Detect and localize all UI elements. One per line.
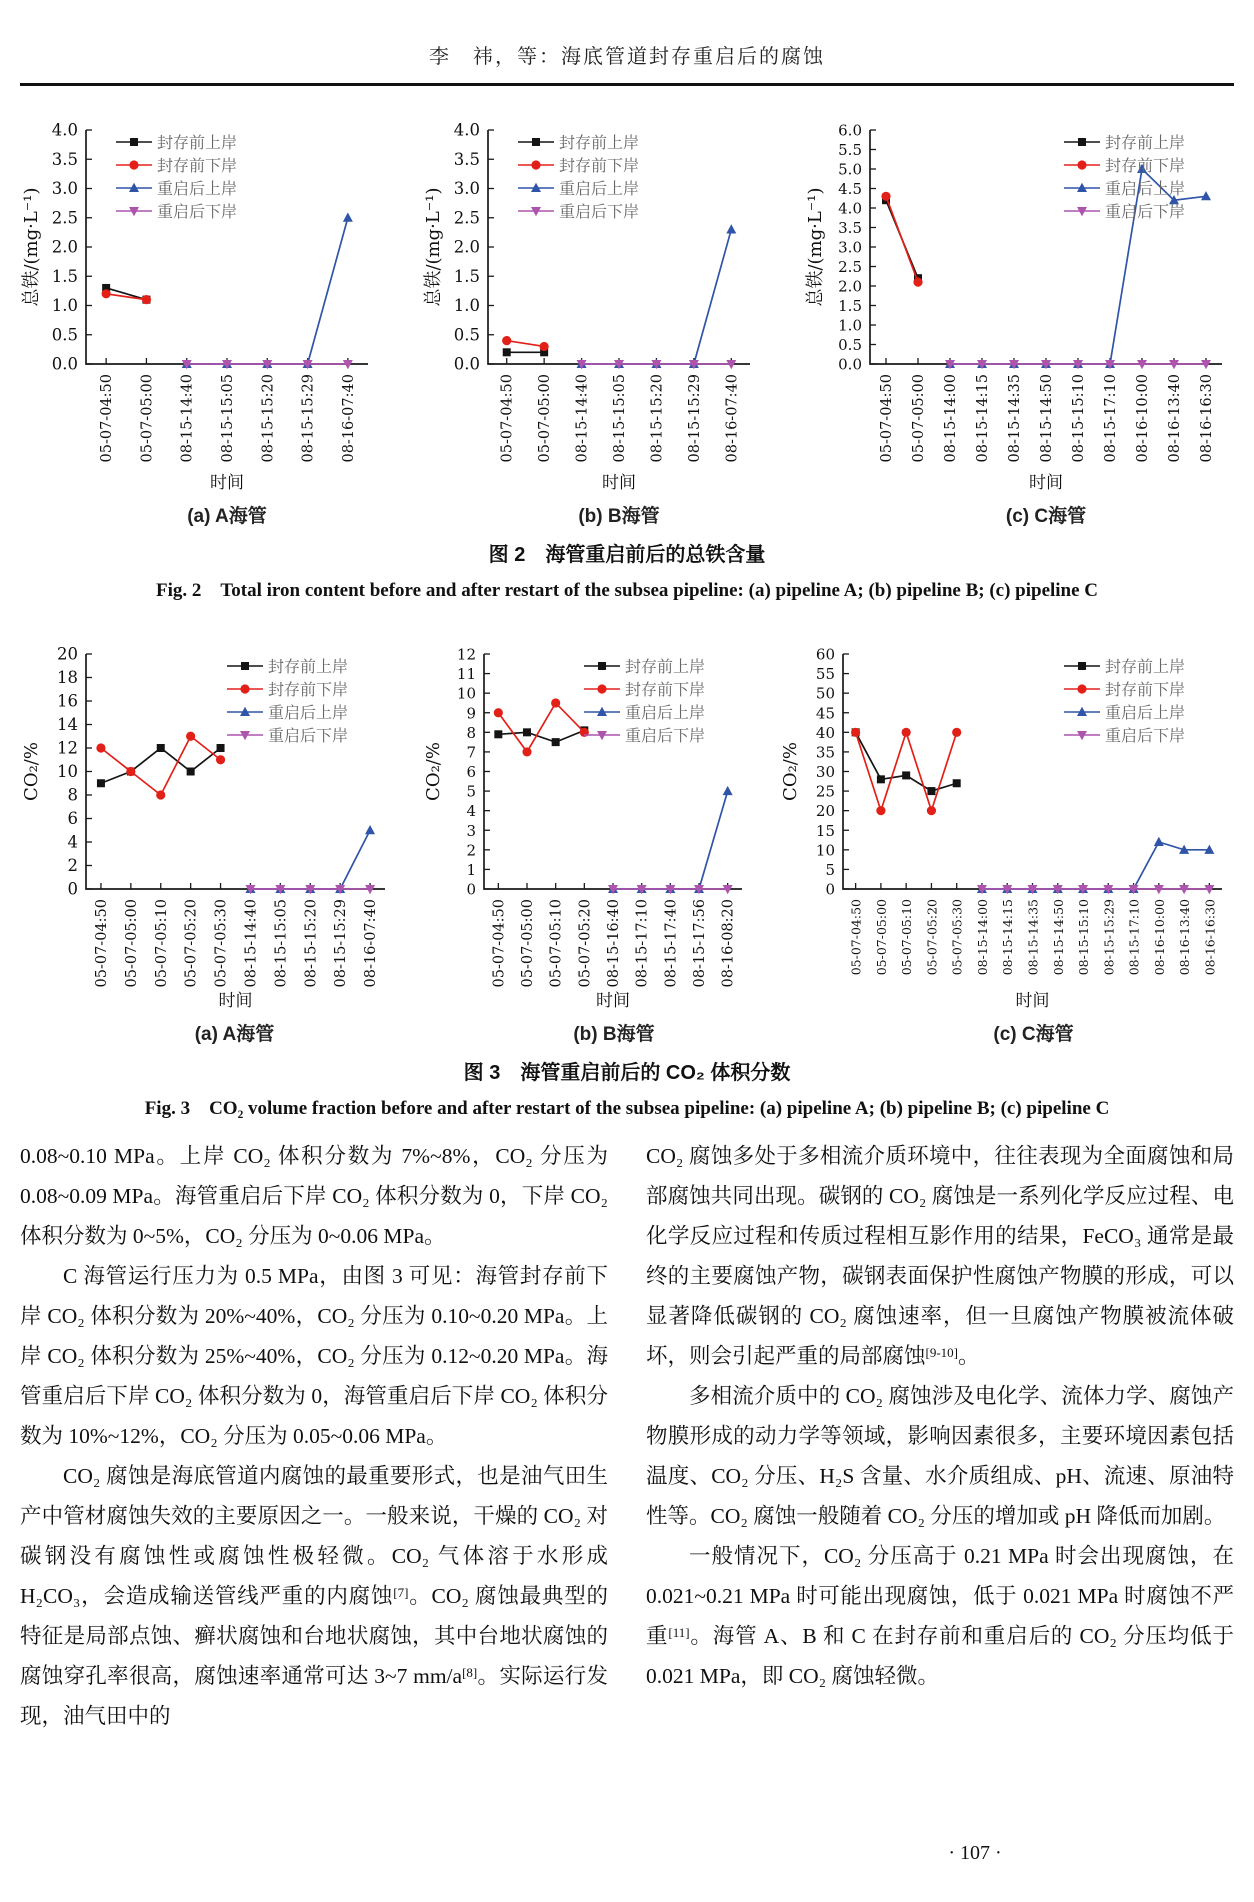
svg-text:1.0: 1.0 [51,296,78,315]
subcaption-fig3b: (b) B海管 [573,1024,655,1045]
svg-text:14: 14 [57,715,78,734]
svg-text:9: 9 [466,704,476,723]
svg-text:重启后上岸: 重启后上岸 [157,179,238,198]
svg-text:20: 20 [815,802,835,821]
paragraph: CO₂ 腐蚀是海底管道内腐蚀的最重要形式，也是油气田生产中管材腐蚀失效的主要原因之一。一般来说，干燥的 CO₂ 对碳钢没有腐蚀性或腐蚀性极轻微。CO₂ 气体溶于水形成 H₂CO₃，会造成输送管线严重的内腐蚀[7]。CO₂ 腐蚀最典型的特征是局部点蚀、癣状腐蚀和台地状腐蚀，其中台地状腐蚀的腐蚀穿孔率很高，腐蚀速率通常可达 3~7 mm/a[8]。实际运行发现，油气田中的 [20,1464,608,1728]
svg-text:时间: 时间 [596,991,630,1011]
svg-text:4: 4 [466,802,476,821]
svg-text:08-15-15:29: 08-15-15:29 [686,374,703,463]
svg-text:1.5: 1.5 [838,297,862,315]
subcaption-fig3a: (a) A海管 [194,1024,275,1045]
svg-text:18: 18 [57,668,78,687]
svg-text:08-15-15:20: 08-15-15:20 [303,899,320,988]
page-number: · 107 · [948,1842,1002,1864]
svg-text:5.0: 5.0 [838,160,862,179]
body-column-right [646,1136,1234,1736]
svg-text:0.0: 0.0 [838,355,862,374]
svg-text:12: 12 [456,645,476,664]
svg-text:08-15-15:29: 08-15-15:29 [1101,899,1117,976]
figure2-caption-en: Fig. 2 Total iron content before and after restart of the subsea pipeline: (a) pipeline A; (b) pipeline B; (c) pipeline C [155,580,1099,601]
svg-text:25: 25 [815,782,835,801]
svg-text:1.0: 1.0 [838,316,862,335]
svg-text:08-16-16:30: 08-16-16:30 [1199,374,1215,463]
svg-text:封存前上岸: 封存前上岸 [1105,133,1186,152]
svg-text:30: 30 [815,763,835,781]
svg-text:08-15-17:10: 08-15-17:10 [1126,899,1142,976]
svg-text:05-07-04:50: 05-07-04:50 [499,374,516,463]
svg-text:CO₂/%: CO₂/% [21,742,42,801]
svg-text:重启后上岸: 重启后上岸 [268,703,349,722]
svg-text:08-15-14:35: 08-15-14:35 [1007,374,1023,463]
svg-text:0.0: 0.0 [453,354,480,374]
chart-canvas-fig3b [422,614,752,1017]
svg-text:0: 0 [466,880,476,899]
svg-text:时间: 时间 [218,991,253,1011]
svg-text:2: 2 [466,841,476,860]
chart-svg [779,614,1234,1012]
svg-text:05-07-05:20: 05-07-05:20 [183,899,200,988]
svg-text:08-15-17:10: 08-15-17:10 [1103,374,1119,463]
svg-text:05-07-05:00: 05-07-05:00 [123,899,140,988]
svg-text:2: 2 [67,856,78,875]
svg-text:08-15-14:00: 08-15-14:00 [943,374,959,463]
svg-text:2.0: 2.0 [838,277,862,296]
svg-text:08-15-14:15: 08-15-14:15 [975,374,991,463]
svg-text:封存前下岸: 封存前下岸 [157,156,238,175]
svg-text:08-15-15:05: 08-15-15:05 [612,374,628,463]
svg-text:10: 10 [456,684,476,703]
svg-text:08-15-17:10: 08-15-17:10 [634,899,651,988]
svg-text:05-07-05:00: 05-07-05:00 [537,374,554,463]
chart-svg [422,94,762,494]
svg-text:5: 5 [466,782,476,801]
svg-text:3.0: 3.0 [453,179,480,198]
svg-text:08-15-15:29: 08-15-15:29 [300,374,317,463]
svg-text:05-07-05:30: 05-07-05:30 [213,899,230,988]
svg-text:08-16-07:40: 08-16-07:40 [724,374,741,463]
svg-text:5: 5 [825,860,835,879]
svg-text:重启后下岸: 重启后下岸 [157,202,238,221]
svg-text:封存前上岸: 封存前上岸 [559,133,640,152]
svg-text:50: 50 [815,684,835,703]
svg-text:08-15-15:05: 08-15-15:05 [273,899,290,988]
svg-text:05-07-05:20: 05-07-05:20 [577,899,594,988]
chart-fig3c [779,614,1234,1046]
svg-text:60: 60 [815,645,835,664]
svg-text:重启后下岸: 重启后下岸 [1105,726,1186,745]
svg-text:总铁/(mg·L⁻¹): 总铁/(mg·L⁻¹) [21,187,42,307]
svg-text:封存前上岸: 封存前上岸 [268,657,349,676]
paragraph: 0.08~0.10 MPa。上岸 CO₂ 体积分数为 7%~8%，CO₂ 分压为 0.08~0.09 MPa。海管重启后下岸 CO₂ 体积分数为 0，下岸 CO₂ 体积分数为 0~5%，CO₂ 分压为 0~0.06 MPa。 [20,1144,608,1248]
svg-text:10: 10 [815,841,835,860]
svg-text:重启后下岸: 重启后下岸 [268,726,349,745]
svg-text:重启后上岸: 重启后上岸 [1105,703,1186,722]
svg-text:08-16-10:00: 08-16-10:00 [1135,374,1151,463]
svg-text:08-16-13:40: 08-16-13:40 [1177,899,1193,976]
chart-canvas-fig2b [422,94,762,499]
svg-text:时间: 时间 [602,473,636,493]
svg-text:8: 8 [466,723,476,742]
svg-text:8: 8 [67,785,78,805]
svg-text:封存前上岸: 封存前上岸 [1105,657,1186,676]
svg-text:时间: 时间 [1015,991,1050,1011]
svg-text:2.0: 2.0 [51,237,78,257]
svg-text:08-15-14:40: 08-15-14:40 [574,374,591,463]
chart-canvas-fig3c [779,614,1234,1017]
svg-text:6.0: 6.0 [838,121,862,140]
svg-text:总铁/(mg·L⁻¹): 总铁/(mg·L⁻¹) [423,187,444,307]
svg-text:3.5: 3.5 [838,219,862,237]
svg-text:重启后下岸: 重启后下岸 [625,726,706,745]
svg-text:0.5: 0.5 [51,325,78,345]
svg-text:4.5: 4.5 [838,180,862,198]
svg-text:05-07-05:00: 05-07-05:00 [873,899,889,976]
svg-text:0.0: 0.0 [51,354,78,374]
body-column-left [20,1136,608,1736]
svg-text:3: 3 [466,821,476,840]
paragraph: 多相流介质中的 CO₂ 腐蚀涉及电化学、流体力学、腐蚀产物膜形成的动力学等领域，影响因素很多，主要环境因素包括温度、CO₂ 分压、H₂S 含量、水介质组成、pH、流速、原油特性等。CO₂ 腐蚀一般随着 CO₂ 分压的增加或 pH 降低而加剧。 [646,1384,1234,1528]
svg-text:1.5: 1.5 [453,266,480,286]
svg-text:4.0: 4.0 [51,120,78,140]
svg-text:08-16-07:40: 08-16-07:40 [340,374,357,463]
svg-text:CO₂/%: CO₂/% [780,742,801,801]
svg-text:08-15-15:20: 08-15-15:20 [260,374,277,463]
svg-text:5.5: 5.5 [838,141,862,159]
svg-text:08-16-13:40: 08-16-13:40 [1167,374,1183,463]
svg-text:08-15-14:35: 08-15-14:35 [1025,899,1041,976]
svg-text:05-07-05:00: 05-07-05:00 [139,374,156,463]
svg-text:40: 40 [815,723,835,742]
svg-text:05-07-05:10: 05-07-05:10 [548,899,565,988]
paragraph: 一般情况下，CO₂ 分压高于 0.21 MPa 时会出现腐蚀，在 0.021~0.21 MPa 时可能出现腐蚀，低于 0.021 MPa 时腐蚀不严重[11]。海管 A、B 和 C 在封存前和重启后的 CO₂ 分压均低于 0.021 MPa，即 CO₂ 腐蚀轻微。 [646,1544,1234,1688]
svg-text:45: 45 [815,704,835,723]
svg-text:6: 6 [466,763,476,781]
svg-text:2.5: 2.5 [51,208,78,228]
svg-text:1.0: 1.0 [453,296,480,315]
svg-text:封存前下岸: 封存前下岸 [1105,156,1186,175]
svg-text:封存前下岸: 封存前下岸 [559,156,640,175]
body-text [20,1136,1234,1736]
svg-text:1.5: 1.5 [51,266,78,286]
chart-canvas-fig3a [20,614,395,1017]
svg-text:15: 15 [815,821,835,840]
svg-text:35: 35 [815,743,835,762]
svg-text:08-15-14:50: 08-15-14:50 [1039,374,1055,463]
figure3-chart-row [20,614,1234,1046]
svg-text:0.5: 0.5 [838,336,862,354]
svg-text:05-07-05:10: 05-07-05:10 [899,899,915,976]
svg-text:封存前上岸: 封存前上岸 [157,133,238,152]
svg-text:12: 12 [57,738,78,758]
svg-text:08-15-14:40: 08-15-14:40 [179,374,196,463]
svg-text:时间: 时间 [210,473,244,493]
svg-text:10: 10 [57,762,78,781]
subcaption-fig2c: (c) C海管 [1005,506,1087,527]
chart-fig2a [20,94,380,528]
svg-text:重启后上岸: 重启后上岸 [559,179,640,198]
svg-text:05-07-04:50: 05-07-04:50 [848,899,864,976]
svg-text:封存前下岸: 封存前下岸 [268,680,349,699]
svg-text:时间: 时间 [1029,473,1063,493]
svg-text:05-07-05:00: 05-07-05:00 [520,899,536,988]
paragraph: CO₂ 腐蚀多处于多相流介质环境中，往往表现为全面腐蚀和局部腐蚀共同出现。碳钢的 CO₂ 腐蚀是一系列化学反应过程、电化学反应过程和传质过程相互影作用的结果，FeCO₃ 通常是最终的主要腐蚀产物，碳钢表面保护性腐蚀产物膜的形成，可以显著降低碳钢的 CO₂ 腐蚀速率，但一旦腐蚀产物膜被流体破坏，则会引起严重的局部腐蚀[9-10]。 [646,1144,1234,1368]
chart-svg [422,614,752,1012]
chart-canvas-fig2c [804,94,1234,499]
figure3-caption-cn: 图 3 海管重启前后的 CO₂ 体积分数 [463,1062,791,1084]
svg-text:08-15-15:29: 08-15-15:29 [333,899,350,988]
svg-text:3.5: 3.5 [51,149,78,169]
svg-text:2.5: 2.5 [838,258,862,276]
svg-text:05-07-05:20: 05-07-05:20 [924,899,940,976]
svg-text:2.0: 2.0 [453,237,480,257]
figure3-caption-en: Fig. 3 CO₂ volume fraction before and after restart of the subsea pipeline: (a) pipeline A; (b) pipeline B; (c) pipeline C [144,1098,1110,1119]
svg-text:7: 7 [466,743,476,762]
svg-text:0.5: 0.5 [453,325,480,345]
chart-svg [804,94,1234,494]
figure2-chart-row [20,94,1234,528]
svg-text:08-15-15:05: 08-15-15:05 [220,374,236,463]
chart-fig2b [422,94,762,528]
svg-text:08-16-16:30: 08-16-16:30 [1202,899,1218,976]
svg-text:封存前上岸: 封存前上岸 [625,657,706,676]
svg-text:CO₂/%: CO₂/% [423,742,444,801]
svg-text:封存前下岸: 封存前下岸 [1105,680,1186,699]
svg-text:08-15-15:10: 08-15-15:10 [1071,374,1087,463]
svg-text:3.0: 3.0 [51,179,78,198]
svg-text:20: 20 [57,644,78,664]
chart-fig3b [422,614,752,1046]
svg-text:05-07-04:50: 05-07-04:50 [879,374,895,463]
subcaption-fig2a: (a) A海管 [187,506,267,527]
svg-text:3.5: 3.5 [453,149,480,169]
svg-text:0: 0 [825,880,835,899]
svg-text:55: 55 [815,665,835,684]
svg-text:08-15-17:40: 08-15-17:40 [663,899,680,988]
svg-text:4.0: 4.0 [838,199,862,218]
svg-text:08-15-17:56: 08-15-17:56 [692,899,708,988]
chart-fig3a [20,614,395,1046]
svg-text:2.5: 2.5 [453,208,480,228]
paragraph: C 海管运行压力为 0.5 MPa，由图 3 可见：海管封存前下岸 CO₂ 体积分数为 20%~40%，CO₂ 分压为 0.10~0.20 MPa。上岸 CO₂ 体积分数为 25%~40%，CO₂ 分压为 0.12~0.20 MPa。海管重启后下岸 CO₂ 体积分数为 0，海管重启后下岸 CO₂ 体积分数为 10%~12%，CO₂ 分压为 0.05~0.06 MPa。 [20,1264,608,1448]
subcaption-fig3c: (c) C海管 [993,1024,1074,1045]
svg-text:08-15-15:10: 08-15-15:10 [1076,899,1092,976]
svg-text:0: 0 [67,879,78,899]
svg-text:08-15-15:20: 08-15-15:20 [649,374,666,463]
header-rule [20,83,1234,86]
running-header: 李 祎，等：海底管道封存重启后的腐蚀 [429,46,825,68]
svg-text:05-07-04:50: 05-07-04:50 [93,899,110,988]
chart-svg [20,94,380,494]
svg-text:05-07-04:50: 05-07-04:50 [491,899,508,988]
svg-text:05-07-04:50: 05-07-04:50 [99,374,116,463]
svg-text:08-15-14:00: 08-15-14:00 [974,899,990,976]
svg-text:4.0: 4.0 [453,120,480,140]
svg-text:4: 4 [67,832,78,852]
svg-text:08-15-14:50: 08-15-14:50 [1050,899,1066,976]
svg-text:1: 1 [466,860,476,879]
svg-text:16: 16 [57,691,78,711]
svg-text:05-07-05:30: 05-07-05:30 [949,899,965,976]
svg-text:08-16-07:40: 08-16-07:40 [363,899,380,988]
svg-text:05-07-05:10: 05-07-05:10 [153,899,170,988]
svg-text:重启后下岸: 重启后下岸 [1105,202,1186,221]
chart-svg [20,614,395,1012]
svg-text:11: 11 [456,665,476,684]
svg-text:重启后上岸: 重启后上岸 [1105,179,1186,198]
svg-text:08-15-14:15: 08-15-14:15 [1000,899,1016,976]
svg-text:08-15-16:40: 08-15-16:40 [606,899,622,988]
subcaption-fig2b: (b) B海管 [578,506,660,527]
svg-text:重启后上岸: 重启后上岸 [625,703,706,722]
svg-text:08-16-10:00: 08-16-10:00 [1151,899,1167,976]
svg-text:3.0: 3.0 [838,238,862,257]
chart-canvas-fig2a [20,94,380,499]
svg-text:6: 6 [67,809,78,828]
svg-text:封存前下岸: 封存前下岸 [625,680,706,699]
svg-text:总铁/(mg·L⁻¹): 总铁/(mg·L⁻¹) [805,187,826,307]
svg-text:重启后下岸: 重启后下岸 [559,202,640,221]
svg-text:08-16-08:20: 08-16-08:20 [720,899,737,988]
svg-text:05-07-05:00: 05-07-05:00 [911,374,927,463]
figure2-caption-cn: 图 2 海管重启前后的总铁含量 [488,544,766,566]
chart-fig2c [804,94,1234,528]
svg-text:08-15-14:40: 08-15-14:40 [243,899,260,988]
